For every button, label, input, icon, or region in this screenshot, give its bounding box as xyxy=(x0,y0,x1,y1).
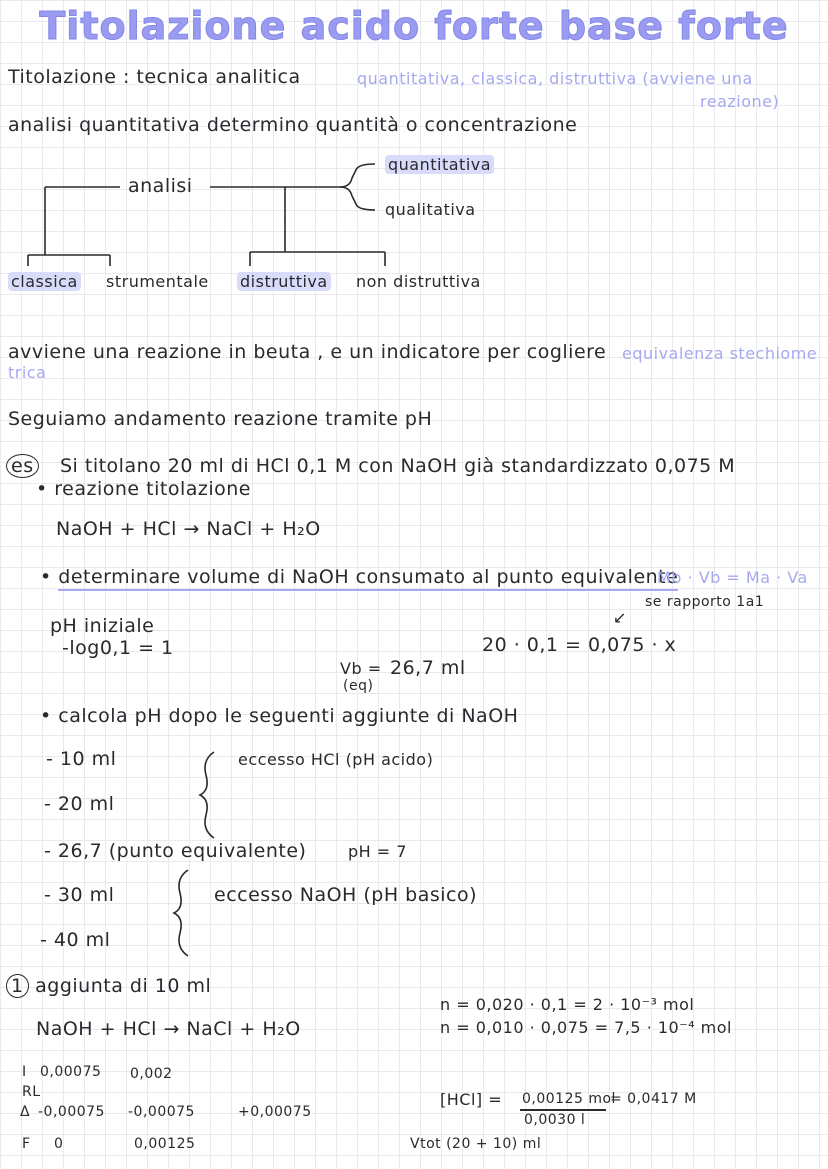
addition-40ml: - 40 ml xyxy=(40,929,111,951)
moles-hcl: n = 0,020 · 0,1 = 2 · 10⁻³ mol xyxy=(440,995,695,1014)
bullet-icon: • xyxy=(40,705,52,727)
ph-equivalence: pH = 7 xyxy=(348,842,407,861)
ice-i-hcl: 0,002 xyxy=(130,1066,173,1082)
exercise-label: es xyxy=(6,454,39,478)
total-volume: Vtot (20 + 10) ml xyxy=(410,1136,542,1152)
ice-delta-nacl: +0,00075 xyxy=(238,1104,312,1120)
vb-subscript: (eq) xyxy=(343,678,374,694)
excess-naoh: eccesso NaOH (pH basico) xyxy=(214,884,478,906)
excess-hcl: eccesso HCl (pH acido) xyxy=(238,750,434,769)
ph-note: Seguiamo andamento reazione tramite pH xyxy=(8,408,433,430)
addition-26ml: - 26,7 (punto equivalente) xyxy=(44,840,307,862)
analysis-definition: analisi quantitativa determino quantità o concentrazione xyxy=(8,114,578,136)
tree-leaf-classica: classica xyxy=(8,272,81,291)
bullet-icon: • xyxy=(36,478,48,500)
ice-f-naoh: 0 xyxy=(54,1136,64,1152)
tree-leaf-non-distruttiva: non distruttiva xyxy=(356,272,481,291)
exercise-reaction: NaOH + HCl → NaCl + H₂O xyxy=(56,518,321,540)
ice-f-hcl: 0,00125 xyxy=(134,1136,196,1152)
equivalence-formula: Mb · Vb = Ma · Va xyxy=(657,568,808,587)
conc-label: [HCl] = xyxy=(440,1090,503,1109)
tree-leaf-strumentale: strumentale xyxy=(106,272,209,291)
step-reaction: NaOH + HCl → NaCl + H₂O xyxy=(36,1018,301,1040)
ice-delta-hcl: -0,00075 xyxy=(128,1104,195,1120)
equivalence-note-cont: trica xyxy=(8,363,47,382)
ph-initial-calc: -log0,1 = 1 xyxy=(62,637,174,659)
conc-result: = 0,0417 M xyxy=(610,1091,697,1107)
conc-numerator: 0,00125 mol xyxy=(522,1091,616,1107)
equivalence-note: equivalenza stechiome xyxy=(622,344,818,363)
ice-delta-label: Δ xyxy=(20,1104,31,1120)
ratio-note: se rapporto 1a1 xyxy=(645,594,765,610)
exercise-bullet-ph: calcola pH dopo le seguenti aggiunte di NaOH xyxy=(58,705,519,727)
tree-quantitative: quantitativa xyxy=(385,155,494,174)
equivalence-calc: 20 · 0,1 = 0,075 · x xyxy=(482,634,677,656)
moles-naoh: n = 0,010 · 0,075 = 7,5 · 10⁻⁴ mol xyxy=(440,1018,732,1037)
arrow-icon: ↙ xyxy=(613,608,627,627)
definition-types: quantitativa, classica, distruttiva (avviene una xyxy=(357,69,753,88)
tree-root: analisi xyxy=(128,175,193,197)
definition-types-cont: reazione) xyxy=(700,92,780,111)
step-heading: aggiunta di 10 ml xyxy=(35,975,212,997)
tree-leaf-distruttiva: distruttiva xyxy=(237,272,331,291)
ice-f-label: F xyxy=(22,1136,31,1152)
ice-i-label: I xyxy=(22,1064,27,1080)
tree-qualitative: qualitativa xyxy=(385,200,476,219)
conc-denominator: 0,0030 l xyxy=(524,1112,586,1128)
page-title: Titolazione acido forte base forte xyxy=(39,4,789,48)
step-number: 1 xyxy=(6,974,29,998)
exercise-text: Si titolano 20 ml di HCl 0,1 M con NaOH già standardizzato 0,075 M xyxy=(60,455,736,477)
fraction-line xyxy=(520,1109,606,1111)
bullet-icon: • xyxy=(40,566,52,588)
addition-30ml: - 30 ml xyxy=(44,884,115,906)
ph-initial-label: pH iniziale xyxy=(50,615,155,637)
definition-term: Titolazione : tecnica analitica xyxy=(8,66,301,88)
addition-10ml: - 10 ml xyxy=(46,748,117,770)
reaction-note: avviene una reazione in beuta , e un indicatore per cogliere xyxy=(8,341,607,363)
ice-rl-label: RL xyxy=(22,1084,41,1100)
ice-i-naoh: 0,00075 xyxy=(40,1064,102,1080)
exercise-bullet-reaction: reazione titolazione xyxy=(54,478,251,500)
exercise-bullet-volume: determinare volume di NaOH consumato al punto equivalente xyxy=(58,566,678,591)
addition-20ml: - 20 ml xyxy=(44,793,115,815)
vb-label: Vb = xyxy=(340,659,382,678)
ice-delta-naoh: -0,00075 xyxy=(38,1104,105,1120)
vb-value: 26,7 ml xyxy=(390,657,466,679)
